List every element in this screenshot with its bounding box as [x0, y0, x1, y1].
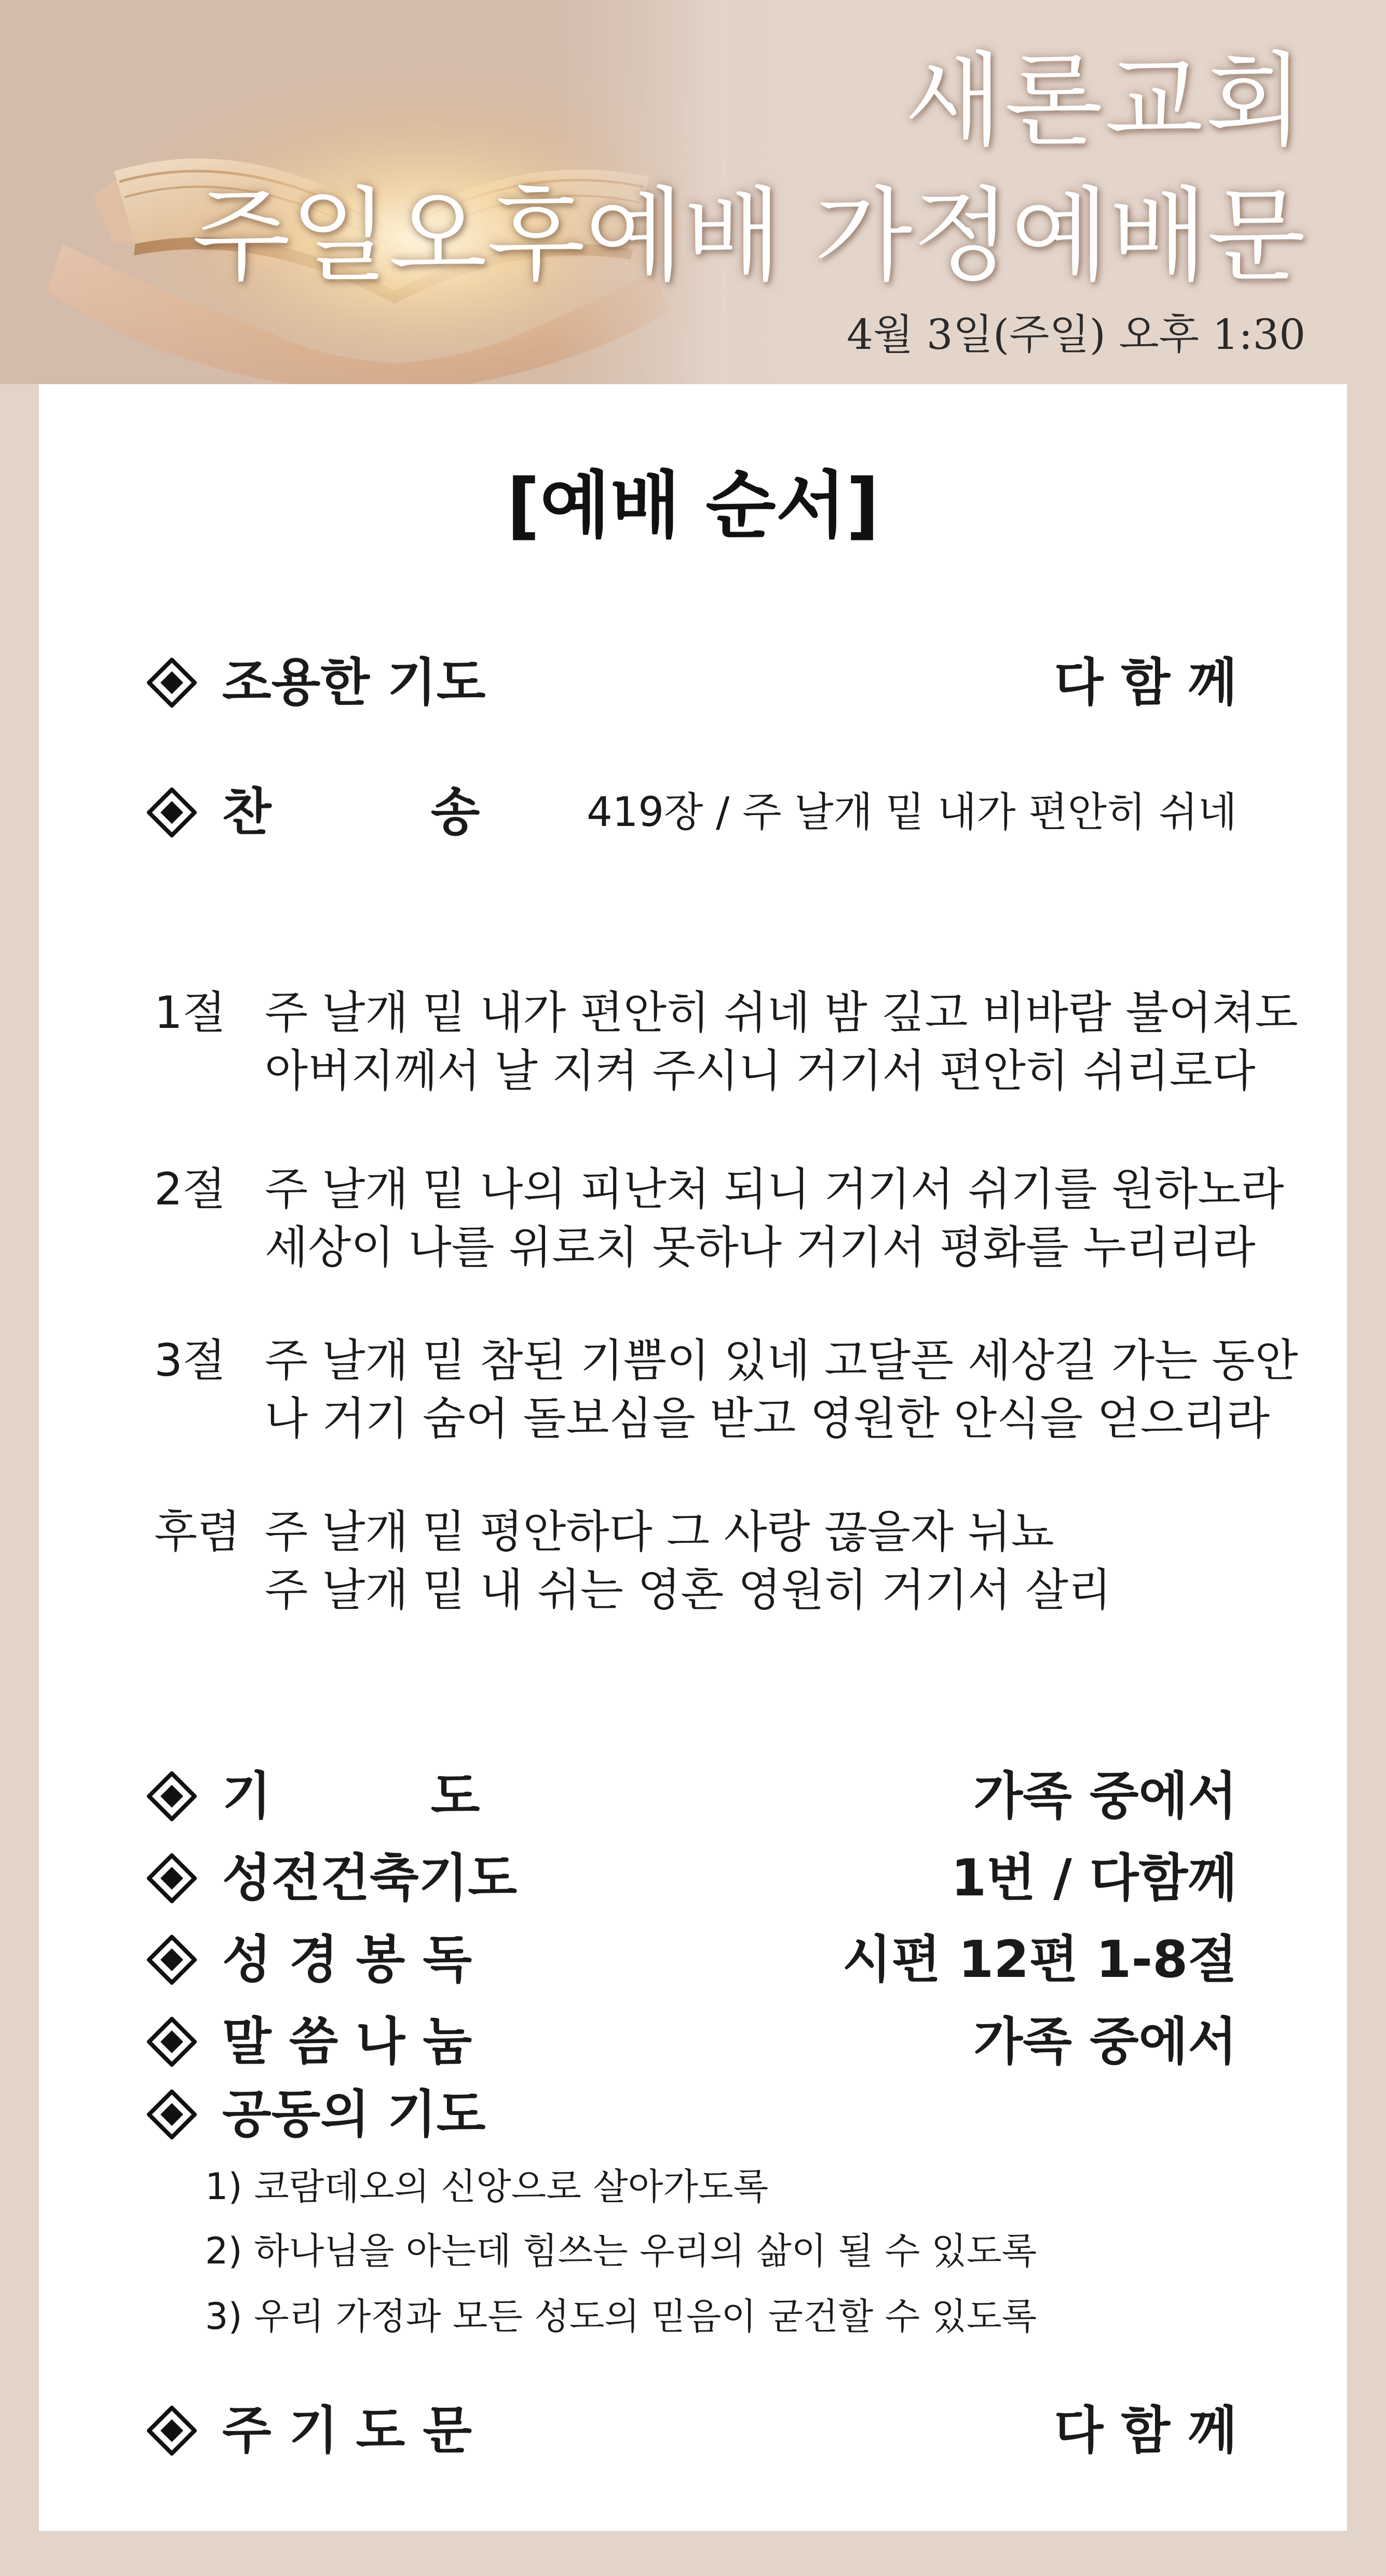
- order-item-value: 가족 중에서: [973, 2012, 1237, 2071]
- order-item-name: 주 기 도 문: [222, 2401, 472, 2460]
- service-date: 4월 3일(주일) 오후 1:30: [847, 310, 1306, 359]
- order-item-value: 1번 / 다함께: [951, 1849, 1237, 1908]
- verse-line: 주 날개 밑 내가 편안히 쉬네 밤 깊고 비바람 불어쳐도: [265, 987, 1298, 1039]
- verse-label: 1절: [154, 987, 226, 1039]
- diamond-bullet-icon: [147, 2406, 197, 2456]
- verse-line: 주 날개 밑 평안하다 그 사랑 끊을자 뉘뇨: [265, 1506, 1054, 1558]
- hymn-number-title: 419장 / 주 날개 밑 내가 편안히 쉬네: [587, 789, 1237, 836]
- diamond-bullet-icon: [147, 2090, 197, 2139]
- verse-line: 나 거기 숨어 돌보심을 받고 영원한 안식을 얻으리라: [265, 1393, 1270, 1445]
- verse-label: 후렴: [154, 1506, 241, 1558]
- verse-line: 주 날개 밑 나의 피난처 되니 거기서 쉬기를 원하노라: [265, 1163, 1284, 1215]
- diamond-bullet-icon: [147, 788, 197, 837]
- service-title: 주일오후예배 가정예배문: [192, 177, 1306, 295]
- order-item-name: 말 씀 나 눔: [222, 2012, 472, 2071]
- order-item-value: 가족 중에서: [973, 1767, 1237, 1826]
- order-item: [147, 1765, 1237, 1827]
- order-item-value: 다 함 께: [1054, 653, 1237, 712]
- verse-line: 주 날개 밑 내 쉬는 영혼 영원히 거기서 살리: [265, 1564, 1111, 1616]
- order-item-name: 찬 송: [222, 783, 480, 842]
- order-item-name: 기 도: [222, 1767, 480, 1826]
- diamond-bullet-icon: [147, 658, 197, 708]
- diamond-bullet-icon: [147, 2017, 197, 2067]
- prayer-item: 3) 우리 가정과 모든 성도의 믿음이 굳건할 수 있도록: [205, 2295, 1037, 2338]
- verse-line: 아버지께서 날 지켜 주시니 거기서 편안히 쉬리로다: [265, 1045, 1256, 1097]
- worship-order-card: [39, 384, 1347, 2531]
- order-item-hymn: [147, 781, 1237, 844]
- diamond-bullet-icon: [147, 1935, 197, 1985]
- order-item: [147, 1929, 1237, 1991]
- order-item-value: 시편 12편 1-8절: [842, 1930, 1237, 1989]
- verse-label: 2절: [154, 1163, 226, 1215]
- diamond-bullet-icon: [147, 1853, 197, 1903]
- order-item: [147, 2399, 1237, 2462]
- order-item: [147, 2083, 1237, 2146]
- verse-line: 주 날개 밑 참된 기쁨이 있네 고달픈 세상길 가는 동안: [265, 1335, 1298, 1387]
- verse-label: 3절: [154, 1335, 226, 1387]
- verse-line: 세상이 나를 위로치 못하나 거기서 평화를 누리리라: [265, 1222, 1256, 1273]
- diamond-bullet-icon: [147, 1771, 197, 1821]
- order-item: [147, 1847, 1237, 1909]
- order-item-name: 공동의 기도: [222, 2085, 486, 2144]
- prayer-item: 1) 코람데오의 신앙으로 살아가도록: [205, 2165, 769, 2208]
- order-item: [147, 2011, 1237, 2073]
- church-name: 새론교회: [904, 42, 1306, 160]
- order-item: [147, 652, 1237, 714]
- prayer-item: 2) 하나님을 아는데 힘쓰는 우리의 삶이 될 수 있도록: [205, 2230, 1037, 2272]
- order-item-value: 다 함 께: [1054, 2401, 1237, 2460]
- order-item-name: 조용한 기도: [222, 653, 486, 712]
- order-item-name: 성 경 봉 독: [222, 1930, 472, 1989]
- order-item-name: 성전건축기도: [222, 1849, 518, 1908]
- section-title: [예배 순서]: [507, 464, 879, 548]
- header-banner: [0, 0, 1386, 384]
